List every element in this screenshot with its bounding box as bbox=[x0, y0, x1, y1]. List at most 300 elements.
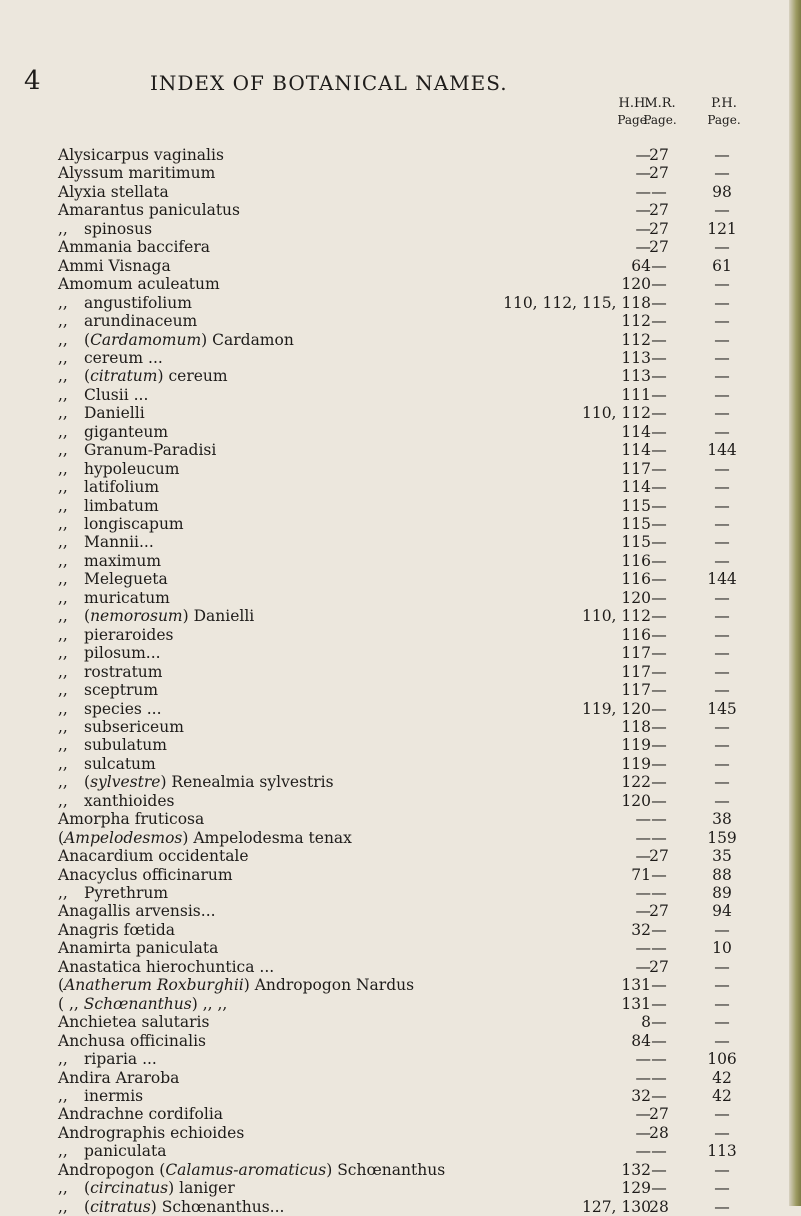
ditto-mark: ,, bbox=[58, 459, 68, 478]
hh-page: 129 bbox=[621, 1179, 651, 1198]
hh-page: 113 bbox=[621, 367, 651, 386]
hh-page: 116 bbox=[621, 625, 651, 644]
index-entry bbox=[0, 755, 801, 773]
index-entry bbox=[0, 1069, 801, 1087]
ph-page: — bbox=[714, 1197, 730, 1216]
entry-name-main: Clusii ... bbox=[84, 385, 149, 404]
ph-page: — bbox=[714, 422, 730, 441]
index-entry bbox=[0, 976, 801, 994]
ph-page: — bbox=[714, 994, 730, 1013]
mr-page: — bbox=[651, 459, 667, 478]
entry-name bbox=[58, 1069, 179, 1087]
entry-name bbox=[84, 478, 159, 496]
index-entry bbox=[0, 146, 801, 164]
ditto-mark: ,, bbox=[58, 1050, 68, 1069]
index-entry bbox=[0, 810, 801, 828]
mr-page: — bbox=[651, 681, 667, 700]
mr-page: — bbox=[651, 920, 667, 939]
hh-page: 120 bbox=[621, 275, 651, 294]
index-entry bbox=[0, 164, 801, 182]
ditto-mark: ,, bbox=[58, 478, 68, 497]
index-entry bbox=[0, 1161, 801, 1179]
mr-page: — bbox=[651, 1068, 667, 1087]
entry-name-prefix: ( bbox=[58, 976, 65, 995]
index-entry bbox=[0, 700, 801, 718]
ph-page: 10 bbox=[712, 939, 732, 958]
entry-name-main: pieraroides bbox=[84, 625, 174, 644]
entry-name-main: Anastatica hierochuntica ... bbox=[58, 957, 275, 976]
ph-page: 94 bbox=[712, 902, 732, 921]
entry-name-main: Anagallis arvensis... bbox=[58, 902, 216, 921]
mr-page: — bbox=[651, 515, 667, 533]
ph-page: — bbox=[714, 920, 730, 939]
entry-name bbox=[84, 718, 184, 736]
entry-name-main: ) ,, ,, bbox=[191, 994, 228, 1013]
column-header-ph bbox=[697, 96, 751, 128]
ph-page: — bbox=[714, 478, 730, 497]
hh-page: 117 bbox=[621, 644, 651, 663]
mr-page: — bbox=[651, 312, 667, 331]
entry-name bbox=[58, 257, 171, 275]
entry-name bbox=[84, 755, 156, 773]
entry-name bbox=[84, 386, 148, 404]
hh-page: 131 bbox=[621, 994, 651, 1013]
ph-page: — bbox=[714, 551, 730, 570]
hh-page: 84 bbox=[631, 1031, 651, 1050]
entry-name bbox=[84, 773, 334, 791]
mr-page: — bbox=[651, 976, 667, 995]
ph-page: — bbox=[714, 496, 730, 515]
entry-name bbox=[84, 367, 228, 385]
ph-page: — bbox=[714, 459, 730, 478]
entry-name bbox=[84, 294, 192, 312]
hh-page: — bbox=[635, 902, 651, 921]
index-entry bbox=[0, 497, 801, 515]
index-entry bbox=[0, 884, 801, 902]
hh-page: — bbox=[635, 884, 651, 902]
index-entry bbox=[0, 1013, 801, 1031]
index-entry bbox=[0, 829, 801, 847]
entry-name-main: Amarantus paniculatus bbox=[58, 201, 240, 220]
index-entry bbox=[0, 533, 801, 551]
ph-page: 61 bbox=[712, 256, 732, 275]
entry-name-main: giganteum bbox=[84, 422, 169, 441]
mr-page: 28 bbox=[649, 1123, 669, 1142]
entry-name-prefix: Andropogon ( bbox=[58, 1160, 166, 1179]
index-entry bbox=[0, 386, 801, 404]
ph-page: — bbox=[714, 754, 730, 773]
entry-name-main: Ammania baccifera bbox=[58, 238, 210, 257]
hh-page: 114 bbox=[621, 422, 651, 441]
ph-page: — bbox=[714, 644, 730, 663]
entry-name-main: inermis bbox=[84, 1086, 144, 1105]
hh-page: 8 bbox=[641, 1013, 651, 1032]
ditto-mark: ,, bbox=[58, 1086, 68, 1105]
entry-name-main: ) laniger bbox=[168, 1179, 235, 1198]
ditto-mark: ,, bbox=[58, 404, 68, 423]
index-entry bbox=[0, 1198, 801, 1216]
entry-name bbox=[58, 164, 215, 182]
entry-name bbox=[58, 183, 169, 201]
entry-name-main: subsericeum bbox=[84, 717, 184, 736]
entry-name-main: paniculata bbox=[84, 1142, 167, 1161]
index-entry bbox=[0, 589, 801, 607]
entry-name bbox=[84, 497, 159, 515]
entry-name-main: species ... bbox=[84, 699, 162, 718]
entry-name bbox=[58, 995, 227, 1013]
ditto-mark: ,, bbox=[58, 588, 68, 607]
ph-page: — bbox=[714, 201, 730, 220]
ph-page: 145 bbox=[707, 699, 737, 718]
entry-name bbox=[58, 866, 233, 884]
mr-page: — bbox=[651, 1013, 667, 1032]
ditto-mark: ,, bbox=[58, 551, 68, 570]
ditto-mark: ,, bbox=[58, 644, 68, 663]
entry-name bbox=[58, 1161, 445, 1179]
entry-name-main: Amorpha fruticosa bbox=[58, 810, 205, 829]
entry-name-main: Alyssum maritimum bbox=[58, 164, 216, 183]
index-entry bbox=[0, 1124, 801, 1142]
entry-name-main: Andrographis echioides bbox=[58, 1123, 245, 1142]
ditto-mark: ,, bbox=[58, 422, 68, 441]
index-entry bbox=[0, 902, 801, 920]
ditto-mark: ,, bbox=[58, 515, 68, 533]
mr-page: — bbox=[651, 348, 667, 367]
index-entry bbox=[0, 183, 801, 201]
index-entry bbox=[0, 1050, 801, 1068]
entry-name-prefix: ( bbox=[84, 330, 91, 349]
hh-page: 110, 112, 115, 118 bbox=[503, 293, 651, 312]
entry-name-main: sceptrum bbox=[84, 681, 159, 700]
mr-page: — bbox=[651, 607, 667, 626]
hh-page: — bbox=[635, 1068, 651, 1087]
entry-name-main: hypoleucum bbox=[84, 459, 180, 478]
hh-page: 131 bbox=[621, 976, 651, 995]
entry-name bbox=[58, 201, 240, 219]
mr-page: — bbox=[651, 939, 667, 958]
mr-page: — bbox=[651, 736, 667, 755]
ditto-mark: ,, bbox=[58, 330, 68, 349]
ditto-mark: ,, bbox=[58, 367, 68, 386]
ph-page: — bbox=[714, 515, 730, 533]
ph-page: 38 bbox=[712, 810, 732, 829]
entry-name bbox=[58, 976, 414, 994]
hh-page: 116 bbox=[621, 551, 651, 570]
index-entry bbox=[0, 570, 801, 588]
mr-page: — bbox=[651, 1142, 667, 1161]
ph-page: 144 bbox=[707, 441, 737, 460]
entry-name-synonym: Anatherum Roxburghii bbox=[64, 976, 244, 995]
ph-page: 113 bbox=[707, 1142, 737, 1161]
index-entry bbox=[0, 515, 801, 533]
hh-page: 111 bbox=[621, 385, 651, 404]
mr-page: — bbox=[651, 773, 667, 792]
entry-name bbox=[84, 792, 174, 810]
ditto-mark: ,, bbox=[58, 312, 68, 331]
entry-name-main: Anchietea salutaris bbox=[58, 1013, 210, 1032]
hh-page: 120 bbox=[621, 791, 651, 810]
mr-page: — bbox=[651, 994, 667, 1013]
index-entry bbox=[0, 275, 801, 293]
ph-page: — bbox=[714, 1160, 730, 1179]
entry-name-synonym: Ampelodesmos bbox=[64, 828, 183, 847]
ph-page: — bbox=[714, 1031, 730, 1050]
mr-page: — bbox=[651, 1086, 667, 1105]
hh-page: 32 bbox=[631, 1086, 651, 1105]
mr-page: — bbox=[651, 884, 667, 902]
mr-page: — bbox=[651, 441, 667, 460]
hh-page: 116 bbox=[621, 570, 651, 589]
hh-page: — bbox=[635, 939, 651, 958]
entry-name-main: xanthioides bbox=[84, 791, 175, 810]
ph-page: — bbox=[714, 238, 730, 257]
ph-page: — bbox=[714, 717, 730, 736]
hh-page: 110, 112 bbox=[581, 607, 651, 626]
entry-name-synonym: Schœnanthus bbox=[83, 994, 192, 1013]
index-entry bbox=[0, 718, 801, 736]
ditto-mark: ,, bbox=[58, 607, 68, 626]
ditto-mark: ,, bbox=[58, 293, 68, 312]
mr-page: — bbox=[651, 644, 667, 663]
hh-page: — bbox=[635, 1050, 651, 1069]
hh-page: 119, 120 bbox=[581, 699, 651, 718]
hh-page: 117 bbox=[621, 662, 651, 681]
entry-name-main: Alyxia stellata bbox=[58, 182, 169, 201]
index-entry bbox=[0, 201, 801, 219]
ph-page: — bbox=[714, 330, 730, 349]
entry-name-prefix: ( bbox=[84, 367, 91, 386]
mr-page: — bbox=[651, 625, 667, 644]
index-entry bbox=[0, 681, 801, 699]
ph-page: 121 bbox=[707, 219, 737, 238]
entry-name-main: Andrachne cordifolia bbox=[58, 1105, 224, 1124]
index-entry bbox=[0, 1087, 801, 1105]
ph-page: — bbox=[714, 275, 730, 294]
ph-page: 42 bbox=[712, 1068, 732, 1087]
hh-page: 32 bbox=[631, 920, 651, 939]
hh-page: — bbox=[635, 847, 651, 866]
entry-name bbox=[58, 275, 220, 293]
entry-name-main: rostratum bbox=[84, 662, 163, 681]
entry-name bbox=[58, 958, 274, 976]
entry-name bbox=[84, 423, 168, 441]
ph-page: — bbox=[714, 533, 730, 552]
entry-name-synonym: nemorosum bbox=[90, 607, 183, 626]
entry-name-main: riparia ... bbox=[84, 1050, 157, 1069]
hh-page: 117 bbox=[621, 459, 651, 478]
ditto-mark: ,, bbox=[58, 496, 68, 515]
mr-page: — bbox=[651, 754, 667, 773]
mr-page: — bbox=[651, 828, 667, 847]
index-entry bbox=[0, 367, 801, 385]
ph-page: — bbox=[714, 976, 730, 995]
entry-name bbox=[84, 1142, 166, 1160]
entry-name bbox=[84, 331, 294, 349]
entry-name-main: ) cereum bbox=[157, 367, 228, 386]
entry-name-main: ) Schœnanthus... bbox=[150, 1197, 285, 1216]
entry-name-main: Melegueta bbox=[84, 570, 168, 589]
mr-page: 27 bbox=[649, 146, 669, 164]
index-entry bbox=[0, 441, 801, 459]
index-entry bbox=[0, 663, 801, 681]
hh-page: 112 bbox=[621, 312, 651, 331]
hh-page: — bbox=[635, 957, 651, 976]
ph-page: — bbox=[714, 348, 730, 367]
entry-name bbox=[58, 810, 204, 828]
entry-name-main: Mannii... bbox=[84, 533, 154, 552]
entry-name bbox=[84, 552, 161, 570]
ph-page: — bbox=[714, 773, 730, 792]
entry-name bbox=[58, 829, 352, 847]
hh-page: 132 bbox=[621, 1160, 651, 1179]
entry-name-prefix: ( bbox=[84, 607, 91, 626]
mr-page: 27 bbox=[649, 164, 669, 183]
ph-page: — bbox=[714, 164, 730, 183]
ph-page: — bbox=[714, 367, 730, 386]
index-entry bbox=[0, 792, 801, 810]
ditto-mark: ,, bbox=[58, 348, 68, 367]
entry-name-main: maximum bbox=[84, 551, 162, 570]
entry-name-main: latifolium bbox=[84, 478, 160, 497]
mr-page: 27 bbox=[649, 847, 669, 866]
index-entry bbox=[0, 478, 801, 496]
entry-name-main: ) Renealmia sylvestris bbox=[160, 773, 334, 792]
index-entry bbox=[0, 220, 801, 238]
ditto-mark: ,, bbox=[58, 791, 68, 810]
index-entry bbox=[0, 238, 801, 256]
entry-name-main: Anamirta paniculata bbox=[58, 939, 219, 958]
entry-name-main: angustifolium bbox=[84, 293, 192, 312]
index-entry bbox=[0, 939, 801, 957]
entry-name-synonym: circinatus bbox=[90, 1179, 169, 1198]
ditto-mark: ,, bbox=[58, 1142, 68, 1161]
entry-name-main: ) Cardamon bbox=[201, 330, 294, 349]
index-entry bbox=[0, 773, 801, 791]
index-entry bbox=[0, 644, 801, 662]
entry-name-prefix: ( bbox=[84, 1179, 91, 1198]
column-header-top: M.R. bbox=[644, 96, 676, 111]
ph-page: 89 bbox=[712, 884, 732, 902]
entry-name-main: pilosum... bbox=[84, 644, 161, 663]
entry-name-synonym: citratum bbox=[90, 367, 158, 386]
hh-page: 115 bbox=[621, 515, 651, 533]
entry-name bbox=[58, 847, 249, 865]
ph-page: 106 bbox=[707, 1050, 737, 1069]
mr-page: — bbox=[651, 385, 667, 404]
page-number: 4 bbox=[24, 66, 41, 96]
index-entry bbox=[0, 257, 801, 275]
index-entry bbox=[0, 1142, 801, 1160]
entry-name-main: cereum ... bbox=[84, 348, 163, 367]
mr-page: — bbox=[651, 588, 667, 607]
entry-name bbox=[58, 939, 218, 957]
entry-name-synonym: citratus bbox=[90, 1197, 151, 1216]
column-header-sub: Page. bbox=[707, 113, 741, 127]
entry-name bbox=[84, 404, 145, 422]
entry-name bbox=[58, 902, 216, 920]
mr-page: 27 bbox=[649, 957, 669, 976]
entry-name-synonym: sylvestre bbox=[90, 773, 161, 792]
ditto-mark: ,, bbox=[58, 441, 68, 460]
entry-name-main: limbatum bbox=[84, 496, 159, 515]
entry-name-main: subulatum bbox=[84, 736, 167, 755]
mr-page: — bbox=[651, 662, 667, 681]
mr-page: — bbox=[651, 478, 667, 497]
ph-page: 35 bbox=[712, 847, 732, 866]
entry-name bbox=[84, 663, 162, 681]
mr-page: — bbox=[651, 533, 667, 552]
entry-name-main: Anchusa officinalis bbox=[58, 1031, 206, 1050]
index-entry bbox=[0, 404, 801, 422]
entry-name bbox=[84, 570, 168, 588]
mr-page: — bbox=[651, 570, 667, 589]
entry-name-main: ) Andropogon Nardus bbox=[243, 976, 415, 995]
column-header-mr bbox=[633, 96, 687, 128]
entry-name-main: ) Danielli bbox=[182, 607, 255, 626]
hh-page: — bbox=[635, 1123, 651, 1142]
hh-page: 113 bbox=[621, 348, 651, 367]
index-entry bbox=[0, 958, 801, 976]
entry-name bbox=[84, 349, 163, 367]
mr-page: — bbox=[651, 1050, 667, 1069]
mr-page: — bbox=[651, 293, 667, 312]
ph-page: — bbox=[714, 1105, 730, 1124]
entry-name bbox=[84, 589, 170, 607]
entry-name-main: Pyrethrum bbox=[84, 884, 169, 902]
ditto-mark: ,, bbox=[58, 219, 68, 238]
ph-page: — bbox=[714, 588, 730, 607]
entry-name bbox=[84, 1087, 143, 1105]
hh-page: 115 bbox=[621, 496, 651, 515]
ditto-mark: ,, bbox=[58, 385, 68, 404]
mr-page: — bbox=[651, 810, 667, 829]
mr-page: — bbox=[651, 275, 667, 294]
entry-name-main: muricatum bbox=[84, 588, 170, 607]
ditto-mark: ,, bbox=[58, 681, 68, 700]
entry-name bbox=[84, 1050, 157, 1068]
ditto-mark: ,, bbox=[58, 736, 68, 755]
mr-page: — bbox=[651, 1179, 667, 1198]
entry-name bbox=[84, 681, 158, 699]
index-entry bbox=[0, 626, 801, 644]
entry-name-main: Amomum aculeatum bbox=[58, 275, 220, 294]
index-entry bbox=[0, 552, 801, 570]
ph-page: 159 bbox=[707, 828, 737, 847]
entry-name bbox=[58, 238, 210, 256]
entry-name-main: ) Schœnanthus bbox=[326, 1160, 446, 1179]
ditto-mark: ,, bbox=[58, 1197, 68, 1216]
hh-page: 119 bbox=[621, 736, 651, 755]
ph-page: — bbox=[714, 607, 730, 626]
hh-page: 64 bbox=[631, 256, 651, 275]
hh-page: — bbox=[635, 828, 651, 847]
entry-name-prefix: ( ,, bbox=[58, 994, 84, 1013]
mr-page: — bbox=[651, 717, 667, 736]
mr-page: 28 bbox=[649, 1197, 669, 1216]
hh-page: — bbox=[635, 164, 651, 183]
index-entry bbox=[0, 460, 801, 478]
ph-page: — bbox=[714, 385, 730, 404]
ph-page: — bbox=[714, 625, 730, 644]
ph-page: 144 bbox=[707, 570, 737, 589]
ditto-mark: ,, bbox=[58, 533, 68, 552]
hh-page: — bbox=[635, 146, 651, 164]
index-entry bbox=[0, 1179, 801, 1197]
index-entry bbox=[0, 423, 801, 441]
entry-name bbox=[58, 1013, 209, 1031]
entry-name bbox=[84, 220, 152, 238]
ph-page: — bbox=[714, 1179, 730, 1198]
